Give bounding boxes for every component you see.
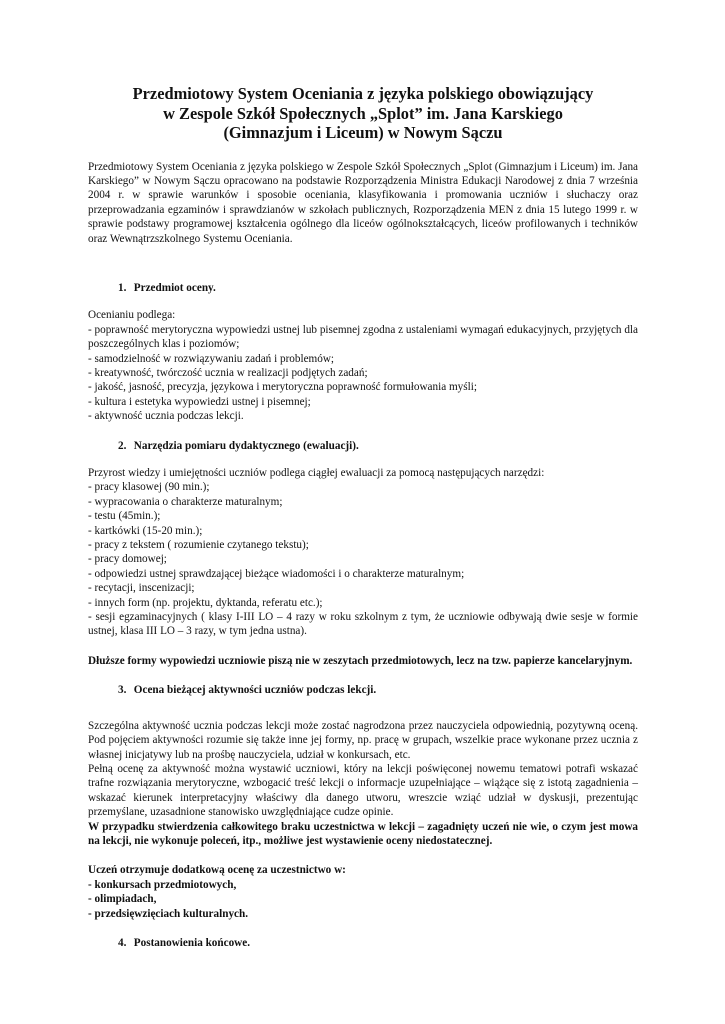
title-line: Przedmiotowy System Oceniania z języka polskiego obowiązujący bbox=[132, 84, 594, 103]
section-2-note: Dłuższe formy wypowiedzi uczniowie piszą nie w zeszytach przedmiotowych, lecz na tzw. papierze kancelaryjnym. bbox=[88, 654, 633, 667]
list-item: - kreatywność, twórczość ucznia w realizacji podjętych zadań; bbox=[88, 366, 368, 379]
section-lead: Przyrost wiedzy i umiejętności uczniów podlega ciągłej ewaluacji za pomocą następujących narzędzi: bbox=[88, 467, 545, 479]
list-item: - wypracowania o charakterze maturalnym; bbox=[88, 495, 283, 508]
title-line: (Gimnazjum i Liceum) w Nowym Sączu bbox=[223, 123, 503, 142]
list-item: - innych form (np. projektu, dyktanda, referatu etc.); bbox=[88, 596, 323, 609]
document-page bbox=[88, 84, 638, 963]
list-item: - kultura i estetyka wypowiedzi ustnej i pisemnej; bbox=[88, 395, 311, 408]
section-heading-1 bbox=[88, 281, 638, 295]
list-item: - poprawność merytoryczna wypowiedzi ustnej lub pisemnej zgodna z ustaleniami wymagań edukacyjnych, przyjętych dla poszczególnych klas i poziomów; bbox=[88, 323, 638, 351]
section-number: 3 . bbox=[118, 683, 131, 697]
section-title: Przedmiot oceny. bbox=[133, 281, 216, 294]
list-item: - testu (45min.); bbox=[88, 510, 161, 523]
list-item: - recytacji, inscenizacji; bbox=[88, 582, 195, 595]
list-item: - jakość, jasność, precyzja, językowa i merytoryczna poprawność formułowania myśli; bbox=[88, 381, 477, 394]
intro-paragraph: Przedmiotowy System Oceniania z języka polskiego w Zespole Szkół Społecznych „Splot (Gimnazjum i Liceum) im. Jana Karskiego” w Nowym Sączu opracowano na podstawie Rozporządzenia Ministra Edukacji Narodowej z dnia 7 września 2004 r. w sprawie warunków i sposobie oceniania, klasyfikowania i promowania uczniów i słuchaczy oraz przeprowadzania egzaminów i sprawdzianów w szkołach publicznych, Rozporządzenia MEN z dnia 15 lutego 1999 r. w sprawie podstawy programowej kształcenia ogólnego dla liceów ogólnokształcących, liceów profilowanych i techników oraz Wewnątrzszkolnego Systemu Oceniania. bbox=[88, 160, 638, 245]
list-item: - olimpiadach, bbox=[88, 893, 157, 906]
list-item: - aktywność ucznia podczas lekcji. bbox=[88, 410, 244, 423]
section-title: Narzędzia pomiaru dydaktycznego (ewaluacji). bbox=[133, 439, 359, 452]
section-heading-3 bbox=[88, 683, 638, 697]
list-item: - sesji egzaminacyjnych ( klasy I-III LO – 4 razy w roku szkolnym z tym, że uczniowie odbywają dwie sesje w formie ustnej, klasa III LO – 3 razy, w tym jedna ustna). bbox=[88, 611, 638, 638]
section-number: 2 . bbox=[118, 439, 131, 453]
section-heading-2 bbox=[88, 439, 638, 453]
section-1-body bbox=[88, 308, 638, 423]
section-bold-paragraph: W przypadku stwierdzenia całkowitego braku uczestnictwa w lekcji – zagadnięty uczeń nie wie, o czym jest mowa na lekcji, nie wykonuje poleceń, itp., możliwe jest wystawienie oceny niedostatecznej. bbox=[88, 820, 638, 847]
list-item: - odpowiedzi ustnej sprawdzającej bieżące wiadomości i o charakterze maturalnym; bbox=[88, 567, 465, 580]
section-title: Postanowienia końcowe. bbox=[133, 936, 251, 949]
bonus-list bbox=[88, 863, 638, 921]
section-lead: Ocenianiu podlega: bbox=[88, 309, 176, 322]
section-paragraph: Pełną ocenę za aktywność można wystawić uczniowi, który na lekcji poświęconej nowemu tematowi potrafi wskazać trafne rozwiązania merytoryczne, wzbogacić treść lekcji o informacje uzupełniające – wiążące się z istotą zagadnienia – wskazać kierunek interpretacyjny właściwy dla danego utworu, wreszcie wziąć udział w dyskusji, prezentując przemyślane, uzasadnione stanowisko uwzględniające cudze opinie. bbox=[88, 762, 638, 819]
document-title bbox=[88, 84, 638, 143]
section-2-body bbox=[88, 466, 638, 639]
list-item: - przedsięwzięciach kulturalnych. bbox=[88, 907, 249, 920]
section-title: Ocena bieżącej aktywności uczniów podczas lekcji. bbox=[133, 684, 377, 697]
section-heading-4 bbox=[88, 936, 638, 950]
bonus-lead: Uczeń otrzymuje dodatkową ocenę za uczestnictwo w: bbox=[88, 864, 346, 877]
list-item: - pracy z tekstem ( rozumienie czytanego tekstu); bbox=[88, 539, 309, 552]
section-paragraph: Szczególna aktywność ucznia podczas lekcji może zostać nagrodzona przez nauczyciela odpowiednią, pozytywną oceną. Pod pojęciem aktywności rozumie się także inne jej formy, np. pracę w grupach, wszelkie prace wykonane przez ucznia z własnej inicjatywy lub na prośbę nauczyciela, udział w konkursach, etc. bbox=[88, 719, 638, 761]
list-item: - samodzielność w rozwiązywaniu zadań i problemów; bbox=[88, 352, 335, 365]
list-item: - pracy klasowej (90 min.); bbox=[88, 481, 210, 494]
list-item: - konkursach przedmiotowych, bbox=[88, 878, 237, 891]
list-item: - kartkówki (15-20 min.); bbox=[88, 524, 203, 537]
list-item: - pracy domowej; bbox=[88, 553, 167, 566]
section-number: 1 . bbox=[118, 281, 131, 295]
title-line: w Zespole Szkół Społecznych „Splot” im. Jana Karskiego bbox=[163, 103, 563, 123]
section-number: 4 . bbox=[118, 936, 131, 950]
section-3-body bbox=[88, 719, 638, 849]
